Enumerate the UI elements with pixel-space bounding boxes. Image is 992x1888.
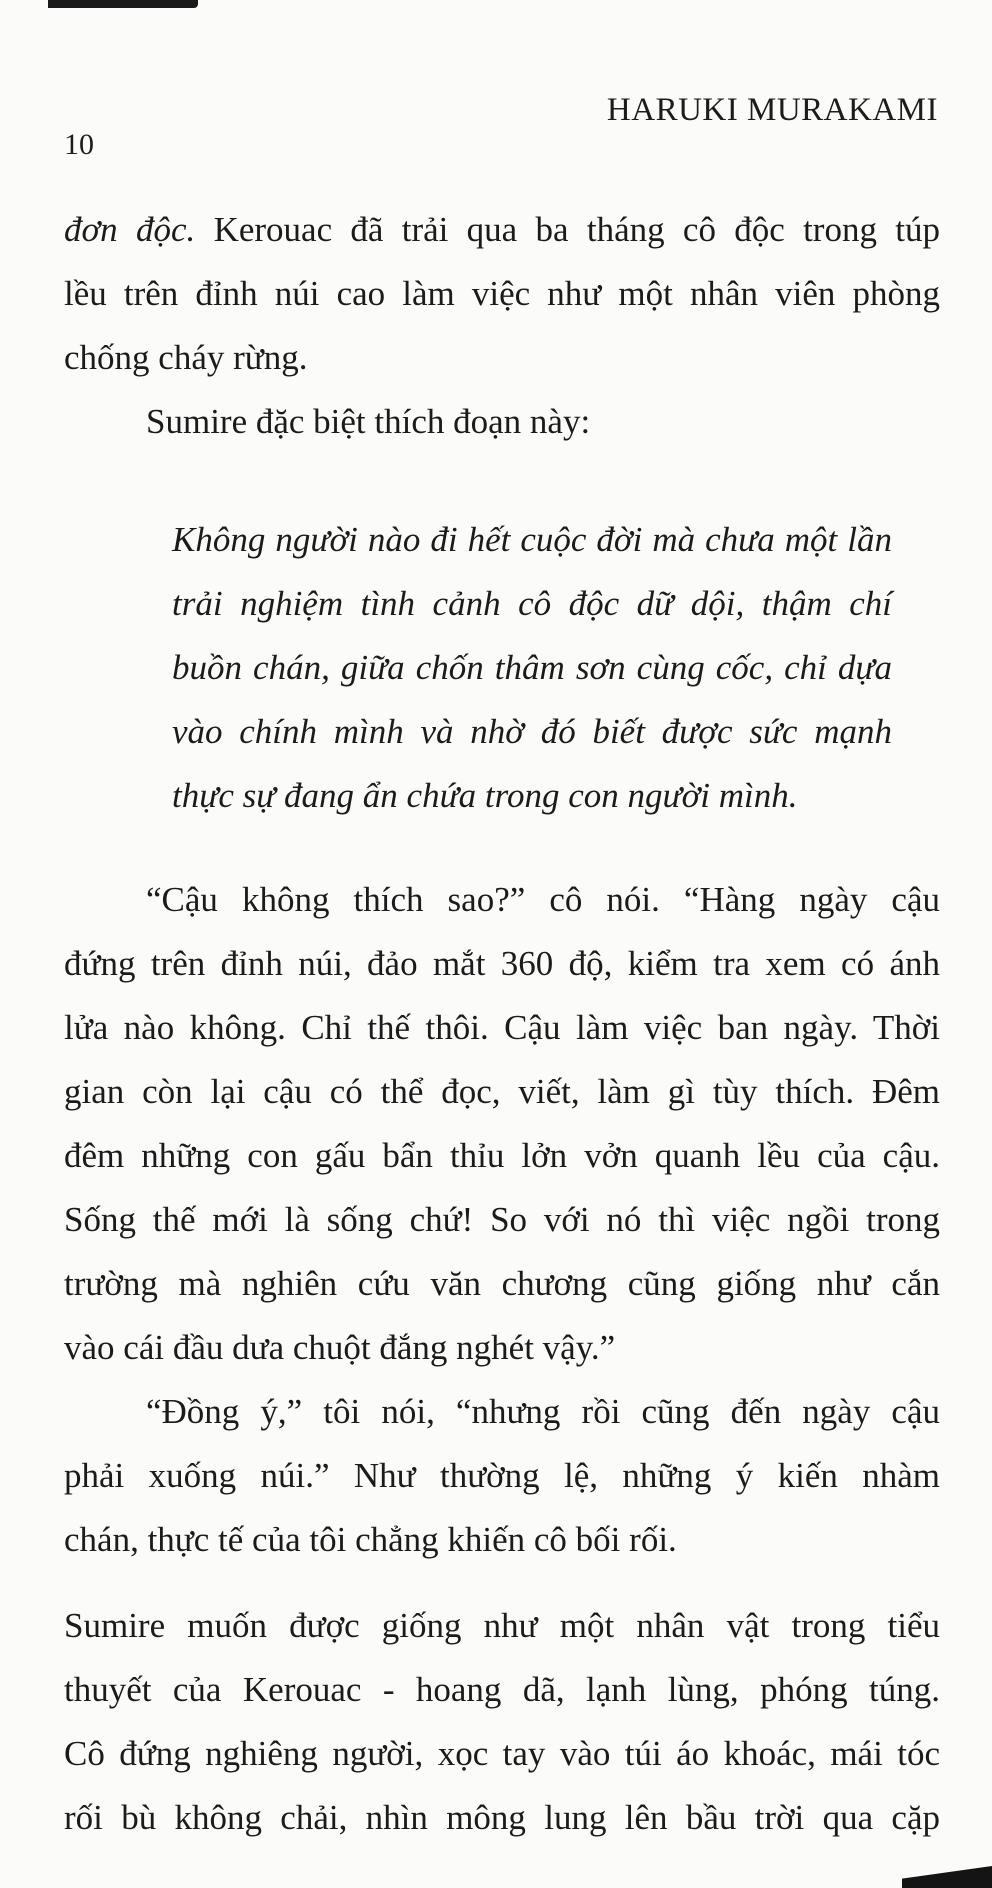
paragraph-3: [64, 868, 940, 1380]
paragraph-1: [64, 198, 940, 390]
paragraph-line: chống cháy rừng.: [64, 338, 308, 377]
paragraph-line: Sumire muốn được giống như một nhân vật trong tiểu: [64, 1606, 940, 1645]
paragraph-line: đêm những con gấu bẩn thỉu lởn vởn quanh lều của cậu.: [64, 1136, 940, 1175]
paragraph-line: “Đồng ý,” tôi nói, “nhưng rồi cũng đến ngày cậu: [146, 1392, 940, 1431]
paragraph-line: Sumire đặc biệt thích đoạn này:: [146, 402, 591, 441]
block-quote: [172, 508, 892, 828]
quote-line: trải nghiệm tình cảnh cô độc dữ dội, thậm chí: [172, 584, 892, 623]
paragraph-line: trường mà nghiên cứu văn chương cũng giống như cắn: [64, 1264, 940, 1303]
quote-line: buồn chán, giữa chốn thâm sơn cùng cốc, chỉ dựa: [172, 648, 892, 687]
paragraph-2: [146, 390, 992, 454]
paragraph-line: vào cái đầu dưa chuột đắng nghét vậy.”: [64, 1328, 616, 1367]
paragraph-line: rối bù không chải, nhìn mông lung lên bầu trời qua cặp: [64, 1798, 940, 1837]
paragraph-line: thuyết của Kerouac - hoang dã, lạnh lùng, phóng túng.: [64, 1670, 940, 1709]
quote-line: Không người nào đi hết cuộc đời mà chưa một lần: [172, 520, 892, 559]
paragraph-5: [64, 1594, 940, 1850]
italic-phrase: đơn độc.: [64, 210, 196, 249]
paragraph-line: phải xuống núi.” Như thường lệ, những ý kiến nhàm: [64, 1456, 940, 1495]
paragraph-line: “Cậu không thích sao?” cô nói. “Hàng ngày cậu: [146, 880, 940, 919]
paragraph-line: Cô đứng nghiêng người, xọc tay vào túi áo khoác, mái tóc: [64, 1734, 940, 1773]
line-text: Kerouac đã trải qua ba tháng cô độc trong túp: [195, 210, 940, 249]
paragraph-line: lửa nào không. Chỉ thế thôi. Cậu làm việc ban ngày. Thời: [64, 1008, 940, 1047]
paragraph-4: [64, 1380, 940, 1572]
scan-edge-shadow-top: [48, 0, 198, 8]
paragraph-line: gian còn lại cậu có thể đọc, viết, làm gì tùy thích. Đêm: [64, 1072, 940, 1111]
paragraph-line: lều trên đỉnh núi cao làm việc như một nhân viên phòng: [64, 274, 940, 313]
scan-edge-shadow-bottom: [902, 1866, 992, 1888]
paragraph-line: đứng trên đỉnh núi, đảo mắt 360 độ, kiểm tra xem có ánh: [64, 944, 940, 983]
paragraph-line: Sống thế mới là sống chứ! So với nó thì việc ngồi trong: [64, 1200, 940, 1239]
quote-line: thực sự đang ẩn chứa trong con người mình.: [172, 776, 798, 815]
paragraph-line: [64, 198, 940, 262]
quote-line: vào chính mình và nhờ đó biết được sức mạnh: [172, 712, 892, 751]
paragraph-line: chán, thực tế của tôi chẳng khiến cô bối rối.: [64, 1520, 677, 1559]
page-number: 10: [64, 128, 94, 161]
running-header-author: HARUKI MURAKAMI: [606, 92, 938, 128]
